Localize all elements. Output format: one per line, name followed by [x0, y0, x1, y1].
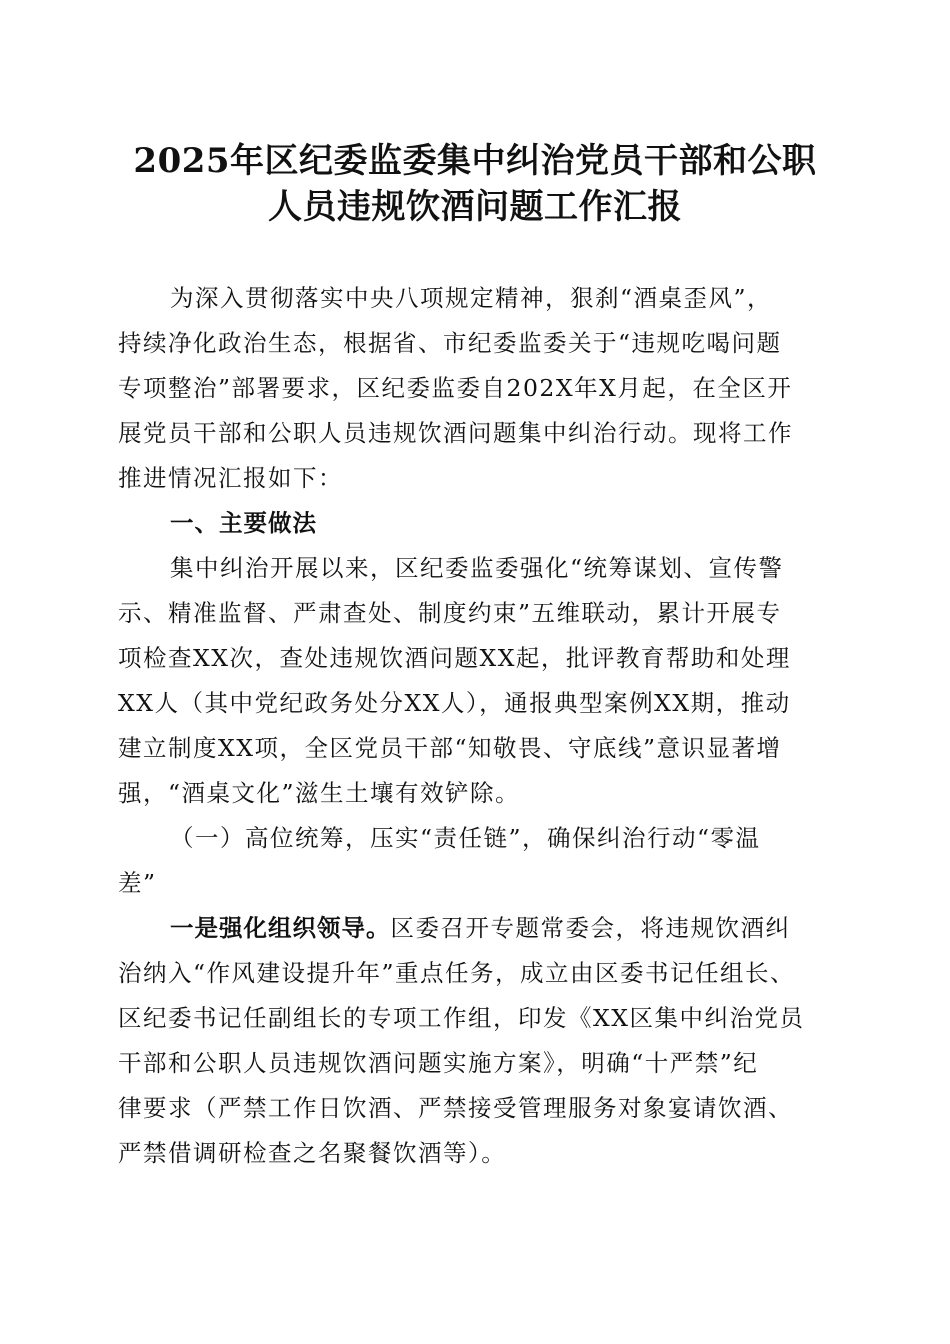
section-1-line: 建立制度XX项，全区党员干部“知敬畏、守底线”意识显著增 — [118, 734, 782, 762]
document-title-line-1: 2025年区纪委监委集中纠治党员干部和公职 — [133, 141, 817, 181]
point-1-lead: 一是强化组织领导。 — [170, 914, 391, 942]
section-1-heading: 一、主要做法 — [170, 509, 317, 537]
point-1-line: 律要求（严禁工作日饮酒、严禁接受管理服务对象宴请饮酒、 — [118, 1094, 793, 1122]
section-1-line: 强，“酒桌文化”滋生土壤有效铲除。 — [118, 779, 521, 807]
point-1-line: 干部和公职人员违规饮酒问题实施方案》，明确“十严禁”纪 — [118, 1049, 759, 1077]
section-1-line: XX人（其中党纪政务处分XX人），通报典型案例XX期，推动 — [118, 689, 791, 717]
section-1-paragraph — [118, 546, 834, 816]
subsection-1-heading — [118, 816, 834, 906]
intro-line: 为深入贯彻落实中央八项规定精神，狠刹“酒桌歪风”， — [170, 284, 773, 312]
point-1-line: 区委召开专题常委会，将违规饮酒纠 — [390, 914, 791, 942]
intro-line: 专项整治”部署要求，区纪委监委自202X年X月起，在全区开 — [118, 374, 793, 402]
subsection-1-heading-line: 差” — [118, 869, 157, 897]
intro-line: 推进情况汇报如下： — [118, 464, 343, 492]
point-1-first-line — [118, 906, 834, 951]
section-1-line: 项检查XX次，查处违规饮酒问题XX起，批评教育帮助和处理 — [118, 644, 791, 672]
point-1-line: 治纳入“作风建设提升年”重点任务，成立由区委书记任组长、 — [118, 959, 796, 987]
section-1-line: 集中纠治开展以来，区纪委监委强化“统筹谋划、宣传警 — [170, 554, 784, 582]
document-title-line-2: 人员违规饮酒问题工作汇报 — [268, 187, 682, 227]
document-body — [118, 276, 834, 1176]
intro-line: 展党员干部和公职人员违规饮酒问题集中纠治行动。现将工作 — [118, 419, 793, 447]
subsection-1-heading-line: （一）高位统筹，压实“责任链”，确保纠治行动“零温 — [170, 824, 761, 852]
intro-paragraph — [118, 276, 834, 501]
point-1-line: 严禁借调研检查之名聚餐饮酒等）。 — [118, 1139, 507, 1167]
intro-line: 持续净化政治生态，根据省、市纪委监委关于“违规吃喝问题 — [118, 329, 782, 357]
point-1-paragraph — [118, 906, 834, 1176]
section-1-line: 示、精准监督、严肃查处、制度约束”五维联动，累计开展专 — [118, 599, 782, 627]
point-1-line: 区纪委书记任副组长的专项工作组，印发《XX区集中纠治党员 — [118, 1004, 805, 1032]
